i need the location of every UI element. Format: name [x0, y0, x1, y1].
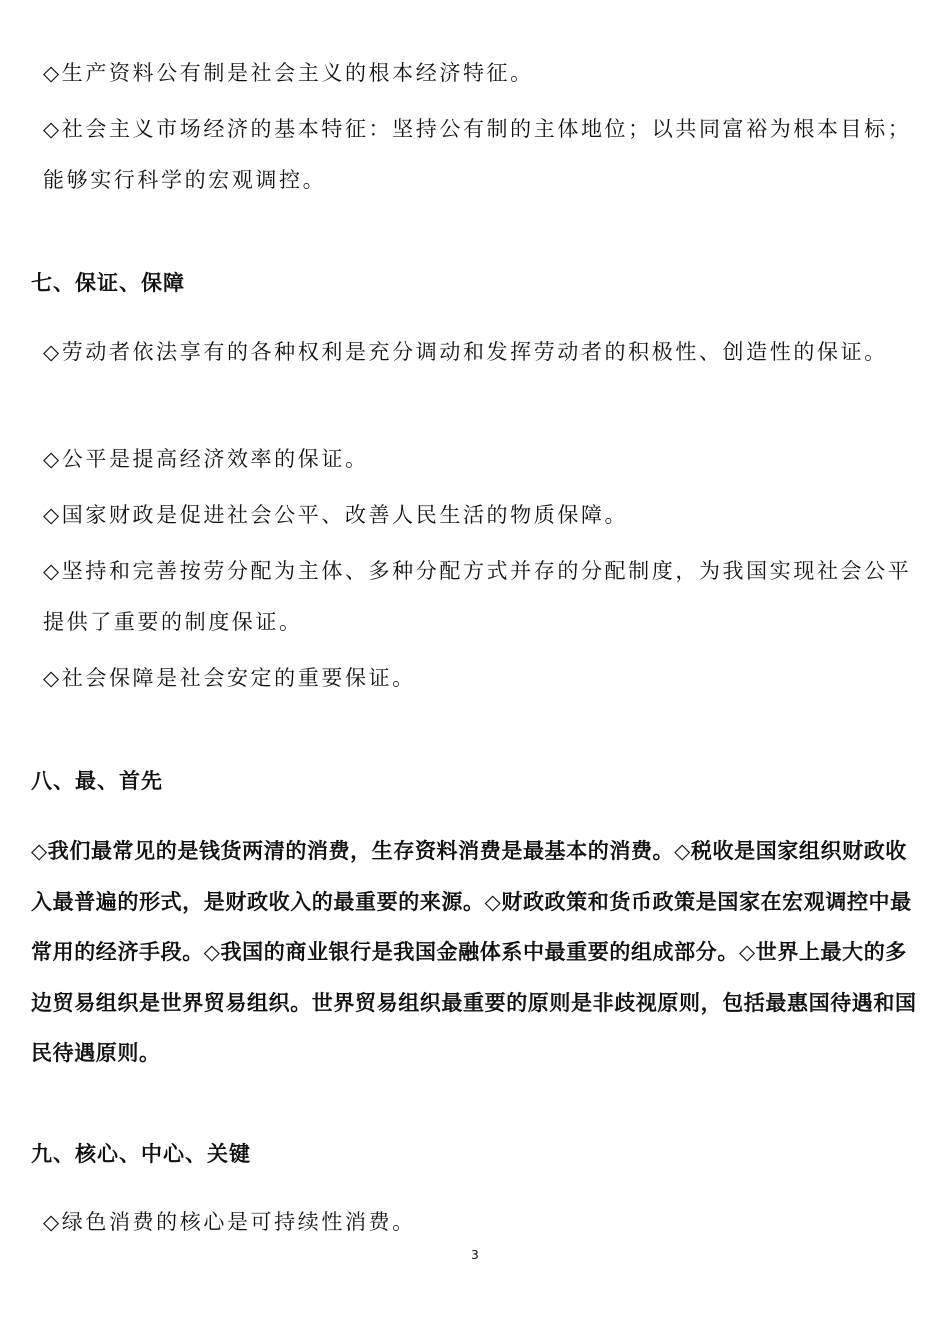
section-heading-9: 九、核心、中心、关键: [31, 1142, 251, 1166]
section-8-paragraph: ◇我们最常见的是钱货两清的消费，生存资料消费是最基本的消费。◇税收是国家组织财政收入最普遍的形式，是财政收入的最重要的来源。◇财政政策和货币政策是国家在宏观调控中最常用的经济手段。◇我国的商业银行是我国金融体系中最重要的组成部分。◇世界上最大的多边贸易组织是世界贸易组织。世界贸易组织最重要的原则是非歧视原则，包括最惠国待遇和国民待遇原则。: [31, 839, 917, 1065]
bullet-item: ◇劳动者依法享有的各种权利是充分调动和发挥劳动者的积极性、创造性的保证。: [43, 340, 888, 364]
section-heading-7: 七、保证、保障: [31, 271, 185, 295]
bullet-item: ◇国家财政是促进社会公平、改善人民生活的物质保障。: [43, 503, 629, 527]
section-heading-8: 八、最、首先: [31, 769, 163, 793]
bullet-item: ◇社会保障是社会安定的重要保证。: [43, 666, 416, 690]
bullet-item: ◇生产资料公有制是社会主义的根本经济特征。: [43, 61, 534, 85]
bullet-item: ◇社会主义市场经济的基本特征：坚持公有制的主体地位；以共同富裕为根本目标；能够实行科学的宏观调控。: [43, 117, 912, 192]
bullet-item: ◇公平是提高经济效率的保证。: [43, 447, 369, 471]
page-number: 3: [471, 1248, 479, 1262]
bullet-item: ◇坚持和完善按劳分配为主体、多种分配方式并存的分配制度，为我国实现社会公平提供了重要的制度保证。: [43, 559, 912, 634]
bullet-item: ◇绿色消费的核心是可持续性消费。: [43, 1210, 416, 1234]
